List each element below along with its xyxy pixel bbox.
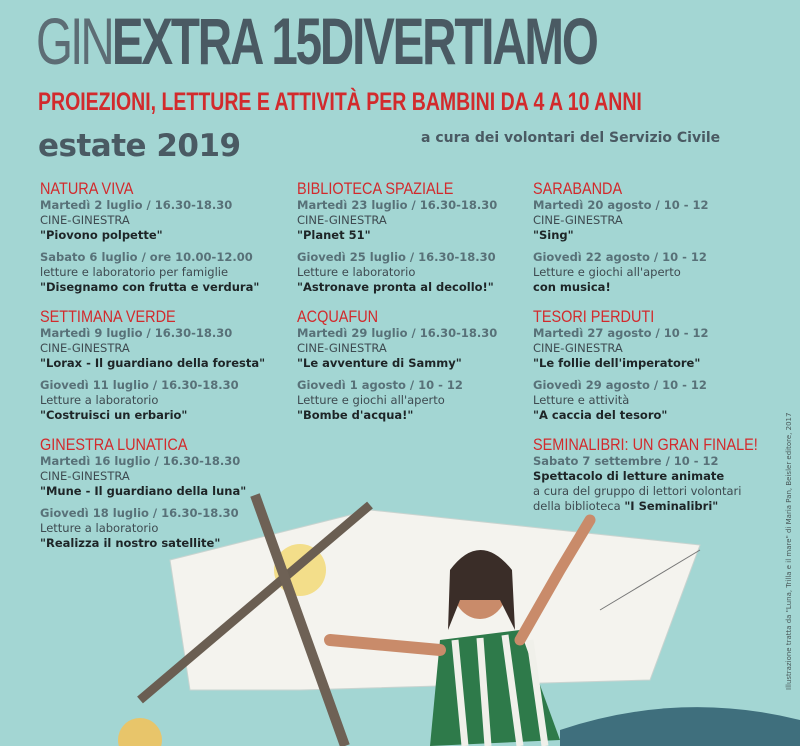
event-date: Giovedì 25 luglio / 16.30-18.30	[297, 250, 496, 264]
sea-wave	[560, 707, 800, 746]
section-title: BIBLIOTECA SPAZIALE	[297, 179, 454, 198]
event-date: Sabato 7 settembre / 10 - 12	[533, 454, 719, 468]
event-date: Giovedì 1 agosto / 10 - 12	[297, 378, 463, 392]
event-entry	[533, 250, 783, 295]
curated-by: a cura dei volontari del Servizio Civile	[421, 130, 721, 146]
event-description: Letture e giochi all'aperto	[533, 265, 681, 279]
event-title: "A caccia del tesoro"	[533, 408, 668, 422]
event-date: Martedì 2 luglio / 16.30-18.30	[40, 198, 233, 212]
event-date: Sabato 6 luglio / ore 10.00-12.00	[40, 250, 253, 264]
event-title: "Piovono polpette"	[40, 228, 163, 242]
event-title: "Costruisci un erbario"	[40, 408, 188, 422]
section-title: SETTIMANA VERDE	[40, 307, 176, 326]
event-entry	[297, 250, 547, 295]
event-entry	[40, 378, 290, 423]
event-description: CINE-GINESTRA	[297, 341, 387, 355]
event-description: CINE-GINESTRA	[533, 341, 623, 355]
event-title: con musica!	[533, 280, 611, 294]
event-entry	[40, 198, 290, 243]
boy-head	[118, 718, 162, 746]
event-description: CINE-GINESTRA	[40, 469, 130, 483]
event-description: letture e laboratorio per famiglie	[40, 265, 229, 279]
section-title: ACQUAFUN	[297, 307, 379, 326]
title-main: EXTRA 15DIVERTIAMO	[111, 4, 597, 78]
event-description: Letture e laboratorio	[297, 265, 416, 279]
schedule-column-2	[297, 180, 547, 436]
sail-cloth	[170, 510, 700, 690]
event-date: Giovedì 22 agosto / 10 - 12	[533, 250, 707, 264]
event-description: CINE-GINESTRA	[533, 213, 623, 227]
section-title: TESORI PERDUTI	[533, 307, 655, 326]
schedule-section	[297, 308, 547, 423]
section-title: SEMINALIBRI: UN GRAN FINALE!	[533, 435, 758, 454]
event-title: "Bombe d'acqua!"	[297, 408, 414, 422]
event-title: "Realizza il nostro satellite"	[40, 536, 221, 550]
event-venue: della biblioteca	[533, 499, 625, 513]
event-description: Letture a laboratorio	[40, 521, 159, 535]
event-date: Giovedì 18 luglio / 16.30-18.30	[40, 506, 239, 520]
event-title: "Sing"	[533, 228, 574, 242]
event-date: Giovedì 29 agosto / 10 - 12	[533, 378, 707, 392]
event-date: Martedì 9 luglio / 16.30-18.30	[40, 326, 233, 340]
illustration-credit: Illustrazione tratta da "Luna, Trilla e il mare" di Maria Pan, Beisler editore, 2017	[785, 412, 793, 690]
event-entry	[533, 198, 783, 243]
event-title: "Planet 51"	[297, 228, 371, 242]
schedule-section	[40, 308, 290, 423]
event-date: Martedì 27 agosto / 10 - 12	[533, 326, 709, 340]
event-venue-name: "I Seminalibri"	[624, 499, 719, 513]
section-title: SARABANDA	[533, 179, 623, 198]
schedule-section	[533, 308, 783, 423]
event-date: Giovedì 11 luglio / 16.30-18.30	[40, 378, 239, 392]
event-description: CINE-GINESTRA	[40, 213, 130, 227]
event-description: CINE-GINESTRA	[297, 213, 387, 227]
schedule-section	[297, 180, 547, 295]
event-entry	[297, 198, 547, 243]
event-entry	[40, 326, 290, 371]
section-title: GINESTRA LUNATICA	[40, 435, 188, 454]
event-description: CINE-GINESTRA	[40, 341, 130, 355]
event-title: "Lorax - Il guardiano della foresta"	[40, 356, 266, 370]
event-title: "Disegnamo con frutta e verdura"	[40, 280, 260, 294]
schedule-column-3	[533, 180, 783, 527]
event-entry	[40, 250, 290, 295]
title-gin: GIN	[36, 4, 112, 78]
event-date: Martedì 16 luglio / 16.30-18.30	[40, 454, 241, 468]
schedule-section	[533, 180, 783, 295]
poster-subtitle: PROIEZIONI, LETTURE E ATTIVITÀ PER BAMBINI DA 4 A 10 ANNI	[38, 88, 642, 116]
season-label: estate 2019	[38, 128, 241, 164]
section-title: NATURA VIVA	[40, 179, 134, 198]
event-description: Letture e giochi all'aperto	[297, 393, 445, 407]
event-date: Martedì 23 luglio / 16.30-18.30	[297, 198, 498, 212]
event-description: a cura del gruppo di lettori volontari	[533, 484, 742, 498]
event-entry	[297, 326, 547, 371]
event-title: "Mune - Il guardiano della luna"	[40, 484, 247, 498]
event-title: Spettacolo di letture animate	[533, 469, 725, 483]
event-title: "Astronave pronta al decollo!"	[297, 280, 494, 294]
event-date: Martedì 29 luglio / 16.30-18.30	[297, 326, 498, 340]
event-entry	[297, 378, 547, 423]
event-date: Martedì 20 agosto / 10 - 12	[533, 198, 709, 212]
illustration-girl-with-sail	[0, 490, 800, 746]
event-description: Letture a laboratorio	[40, 393, 159, 407]
event-title: "Le avventure di Sammy"	[297, 356, 462, 370]
event-description: Letture e attività	[533, 393, 630, 407]
event-entry	[533, 378, 783, 423]
schedule-section	[40, 180, 290, 295]
poster-title	[36, 6, 800, 76]
event-title: "Le follie dell'imperatore"	[533, 356, 701, 370]
event-entry	[533, 326, 783, 371]
